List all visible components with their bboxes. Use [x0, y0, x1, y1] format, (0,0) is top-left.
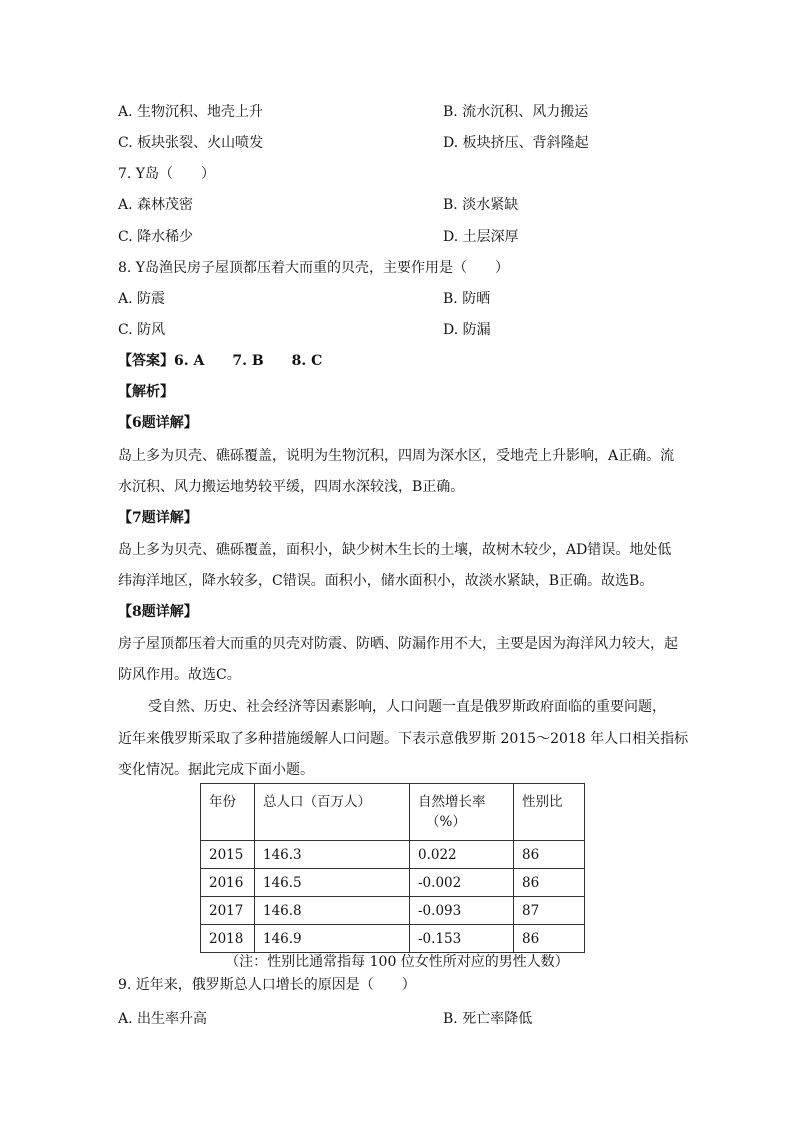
q7-stem: 7. Y岛（ ）: [118, 166, 216, 182]
q7-option-c: C. 降水稀少: [118, 229, 194, 245]
table-row: [201, 869, 585, 897]
detail-8-text-2: 防风作用。故选C。: [118, 667, 241, 683]
cell-population: 146.5: [255, 869, 410, 897]
table-row: [201, 841, 585, 869]
cell-population: 146.8: [255, 897, 410, 925]
detail-7-text-1: 岛上多为贝壳、礁砾覆盖，面积小，缺少树木生长的土壤，故树木较少，AD错误。地处低: [118, 542, 672, 558]
q9-option-b: B. 死亡率降低: [443, 1011, 533, 1027]
cell-sex-ratio: 87: [514, 897, 585, 925]
passage-line-1: 受自然、历史、社会经济等因素影响，人口问题一直是俄罗斯政府面临的重要问题，: [148, 699, 666, 715]
q9-option-a: A. 出生率升高: [118, 1011, 208, 1027]
cell-year: 2018: [201, 925, 255, 953]
q6-option-a: A. 生物沉积、地壳上升: [118, 104, 264, 120]
q8-option-d: D. 防漏: [443, 322, 491, 338]
q8-option-a: A. 防震: [118, 291, 166, 307]
table-header-row: [201, 784, 585, 841]
detail-6-title: 【6题详解】: [118, 415, 198, 431]
passage-line-3: 变化情况。据此完成下面小题。: [118, 762, 314, 778]
q8-stem: 8. Y岛渔民房子屋顶都压着大而重的贝壳，主要作用是（ ）: [118, 260, 510, 276]
cell-population: 146.9: [255, 925, 410, 953]
q7-option-b: B. 淡水紧缺: [443, 197, 519, 213]
q6-option-b: B. 流水沉积、风力搬运: [443, 104, 589, 120]
header-growth-rate-label: 自然增长率: [418, 794, 486, 810]
q8-option-c: C. 防风: [118, 322, 166, 338]
cell-sex-ratio: 86: [514, 841, 585, 869]
detail-6-text-2: 水沉积、风力搬运地势较平缓，四周水深较浅，B正确。: [118, 479, 465, 495]
table-row: [201, 897, 585, 925]
table-note: （注：性别比通常指每 100 位女性所对应的男性人数）: [225, 954, 569, 970]
detail-8-title: 【8题详解】: [118, 604, 198, 620]
q7-option-a: A. 森林茂密: [118, 197, 194, 213]
q8-option-b: B. 防晒: [443, 291, 491, 307]
header-year: 年份: [201, 784, 255, 841]
detail-7-title: 【7题详解】: [118, 510, 198, 526]
cell-population: 146.3: [255, 841, 410, 869]
cell-year: 2016: [201, 869, 255, 897]
q9-stem: 9. 近年来，俄罗斯总人口增长的原因是（ ）: [118, 977, 416, 993]
passage-line-2: 近年来俄罗斯采取了多种措施缓解人口问题。下表示意俄罗斯 2015～2018 年人口相关指标: [118, 731, 689, 747]
q6-option-c: C. 板块张裂、火山喷发: [118, 135, 264, 151]
header-population: 总人口（百万人）: [255, 784, 410, 841]
q7-option-d: D. 土层深厚: [443, 229, 519, 245]
cell-sex-ratio: 86: [514, 925, 585, 953]
answer-line: 【答案】6. A 7. B 8. C: [118, 353, 323, 369]
cell-sex-ratio: 86: [514, 869, 585, 897]
detail-6-text-1: 岛上多为贝壳、礁砾覆盖，说明为生物沉积，四周为深水区，受地壳上升影响，A正确。流: [118, 448, 675, 464]
analysis-title: 【解析】: [118, 384, 174, 400]
table-row: [201, 925, 585, 953]
detail-8-text-1: 房子屋顶都压着大而重的贝壳对防震、防晒、防漏作用不大，主要是因为海洋风力较大，起: [118, 636, 678, 652]
detail-7-text-2: 纬海洋地区，降水较多，C错误。面积小，储水面积小，故淡水紧缺，B正确。故选B。: [118, 573, 654, 589]
cell-year: 2017: [201, 897, 255, 925]
header-growth-rate: [410, 784, 514, 841]
header-sex-ratio: 性别比: [514, 784, 585, 841]
cell-growth-rate: 0.022: [410, 841, 514, 869]
q6-option-d: D. 板块挤压、背斜隆起: [443, 135, 589, 151]
cell-year: 2015: [201, 841, 255, 869]
population-table: [200, 783, 585, 953]
header-growth-rate-unit: （%）: [426, 814, 466, 830]
cell-growth-rate: -0.002: [410, 869, 514, 897]
cell-growth-rate: -0.093: [410, 897, 514, 925]
cell-growth-rate: -0.153: [410, 925, 514, 953]
